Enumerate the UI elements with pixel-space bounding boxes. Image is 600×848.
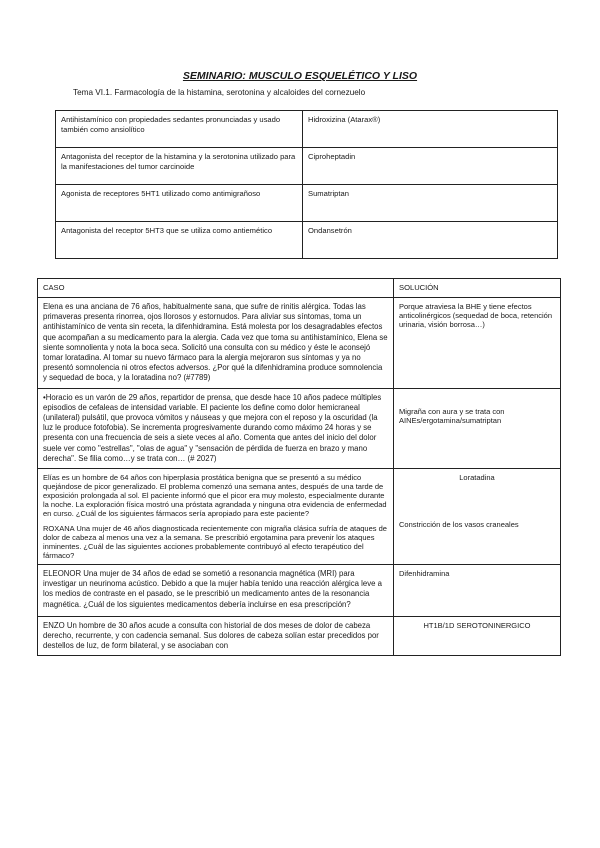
case-column-header: CASO [38, 279, 394, 298]
case-table [37, 278, 561, 656]
page-subtitle: Tema VI.1. Farmacología de la histamina, serotonina y alcaloides del cornezuelo [73, 88, 366, 97]
drug-description: Antagonista del receptor de la histamina y la serotonina utilizado para la manifestaciones del tumor carcinoide [56, 148, 303, 185]
drug-name: Ondansetrón [303, 222, 558, 259]
drug-description: Antagonista del receptor 5HT3 que se utiliza como antiemético [56, 222, 303, 259]
solution-text: HT1B/1D SEROTONINERGICO [394, 616, 561, 656]
case-text: Elena es una anciana de 76 años, habitualmente sana, que sufre de rinitis alérgica. Todas las primaveras presenta rinorrea, ojos llorosos y estornudos. Para aliviar sus síntomas, toma un antihistamínico de venta sin receta, la difenhidramina. Está molesta por los desagradables efectos que acompañan a su medicamento para la alergia. Cada vez que toma su antihistamínico, Elena se siente somnolienta y nota la boca seca. Solicitó una consulta con su médico y éste le aconsejó tomar loratadina. Al tomar su nuevo fármaco para la alergia mejoraron sus síntomas y ya no presentó somnolencia ni otros efectos adversos. ¿Por qué la difenhidramina produce somnolencia y sequedad de boca, y la loratadina no? (#7789) [38, 298, 394, 389]
solution-text: Migraña con aura y se trata con AINEs/ergotamina/sumatriptan [394, 388, 561, 468]
drug-name: Hidroxizina (Atarax®) [303, 111, 558, 148]
case-cell [38, 469, 394, 565]
solution-text: Porque atraviesa la BHE y tiene efectos anticolinérgicos (sequedad de boca, retención urinaria, visión borrosa…) [394, 298, 561, 389]
drug-name: Ciproheptadin [303, 148, 558, 185]
table-row [56, 185, 558, 222]
drug-name: Sumatriptan [303, 185, 558, 222]
table-row [56, 222, 558, 259]
solution-text: Difenhidramina [394, 565, 561, 617]
solution-text-b: Constricción de los vasos craneales [399, 520, 519, 530]
table-row [38, 298, 561, 389]
case-text: ELEONOR Una mujer de 34 años de edad se sometió a resonancia magnética (MRI) para investigar un neurinoma acústico. Debido a que la mujer había tenido una reacción alérgica leve a los medios de contraste en el pasado, se le prescribió un medicamento antes de la resonancia magnética. ¿Cuál de los siguientes medicamentos debería incluirse en esa prescripción? [38, 565, 394, 617]
table-row [56, 111, 558, 148]
table-row [56, 148, 558, 185]
drug-table [55, 110, 558, 259]
table-header-row [38, 279, 561, 298]
table-row [38, 565, 561, 617]
drug-description: Agonista de receptores 5HT1 utilizado como antimigrañoso [56, 185, 303, 222]
table-row [38, 616, 561, 656]
solution-text: Loratadina [459, 473, 495, 483]
table-row [38, 388, 561, 468]
drug-description: Antihistamínico con propiedades sedantes pronunciadas y usado también como ansiolítico [56, 111, 303, 148]
case-text: •Horacio es un varón de 29 años, repartidor de prensa, que desde hace 10 años padece múltiples episodios de cefaleas de intensidad variable. El paciente los define como dolor hemicraneal (unilateral) pulsátil, que provoca vómitos y náuseas y que mejora con el reposo y la oscuridad (la luz le produce fotofobia). Se incrementa progresivamente durando como máximo 24 horas y se presenta con una frecuencia de seis a siete veces al año. Comenta que antes del inicio del dolor suele ver como "estrellas", "olas de agua" y "sensación de pérdida de fuerza en brazo y mano derecha". Se filia como…y se trata con… (# 2027) [38, 388, 394, 468]
case-text-b: ROXANA Una mujer de 46 años diagnosticada recientemente con migraña clásica sufría de ataques de dolor de cabeza al menos una vez a la semana. Se prescribió ergotamina para prevenir los ataques inminentes. ¿Cuál de las siguientes acciones probablemente contribuyó al efecto terapéutico del fármaco? [43, 524, 387, 561]
case-text: ENZO Un hombre de 30 años acude a consulta con historial de dos meses de dolor de cabeza derecho, recurrente, y con cadencia semanal. Sus dolores de cabeza solían estar precedidos por destellos de luz, de form bilateral, y se asociaban con [38, 616, 394, 656]
solution-cell [394, 469, 561, 565]
table-row [38, 469, 561, 565]
case-text: Elías es un hombre de 64 años con hiperplasia prostática benigna que se presentó a su médico quejándose de picor generalizado. El problema comenzó una semana antes, después de una tarde de exposición prolongada al sol. El paciente informó que el picor era muy molesto, especialmente durante la noche. La exploración física mostró una próstata agrandada y ninguna otra evidencia de enfermedad en curso. ¿Cuál de los siguientes fármacos sería apropiado para este paciente? [43, 473, 387, 519]
page-title: SEMINARIO: MUSCULO ESQUELÉTICO Y LISO [182, 70, 418, 82]
solution-column-header: SOLUCIÓN [394, 279, 561, 298]
